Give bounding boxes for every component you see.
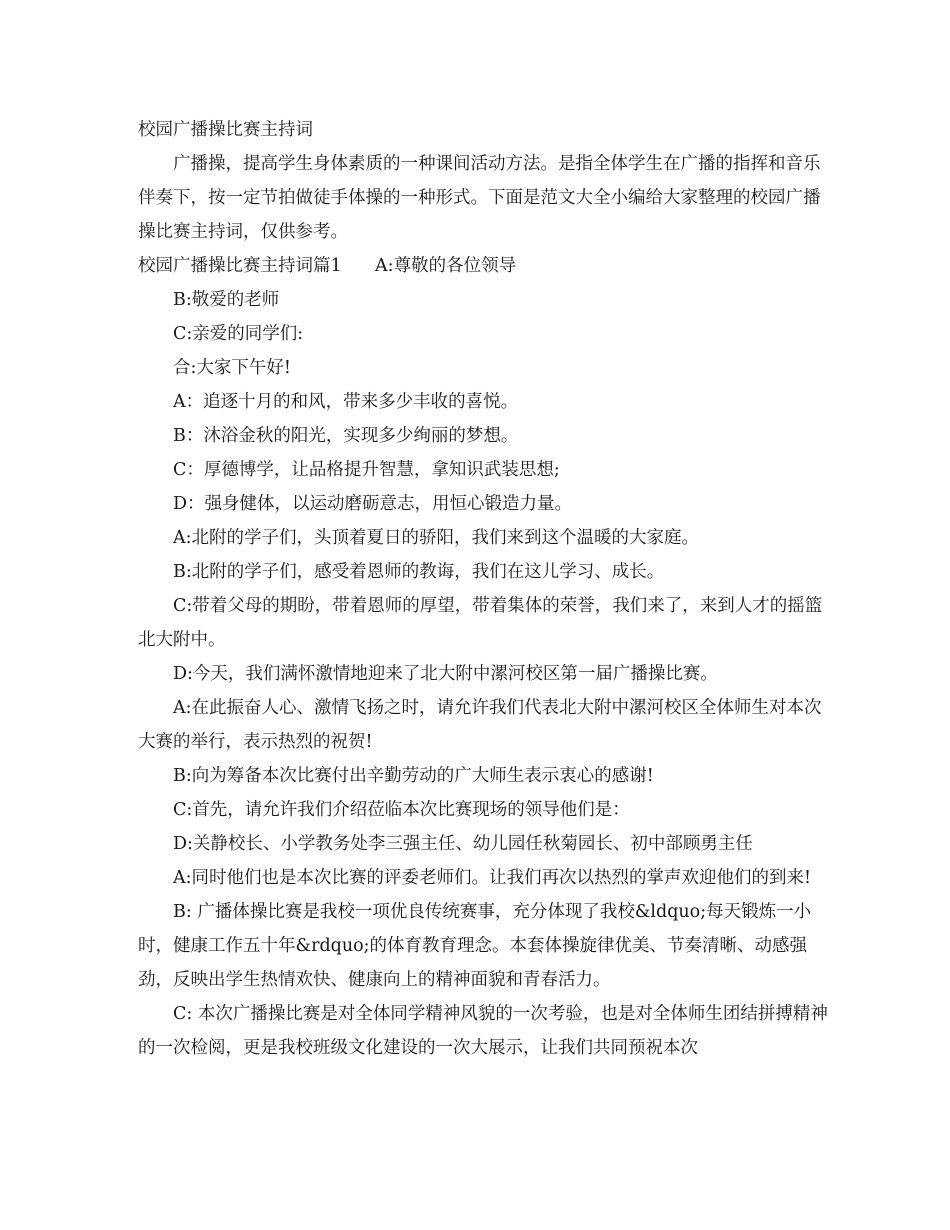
document-body xyxy=(138,117,828,1065)
section-heading: 校园广播操比赛主持词篇1 xyxy=(138,256,342,276)
dialogue-line: A:同时他们也是本次比赛的评委老师们。让我们再次以热烈的掌声欢迎他们的到来! xyxy=(173,868,812,888)
dialogue-line: B:向为筹备本次比赛付出辛勤劳动的广大师生表示衷心的感谢! xyxy=(173,766,654,786)
dialogue-line: C：厚德博学，让品格提升智慧，拿知识武装思想; xyxy=(173,460,560,480)
dialogue-line: C: 本次广播操比赛是对全体同学精神风貌的一次考验，也是对全体师生团结拼搏精神的一次检阅，更是我校班级文化建设的一次大展示，让我们共同预祝本次 xyxy=(138,1004,828,1058)
dialogue-line: B:北附的学子们，感受着恩师的教诲，我们在这儿学习、成长。 xyxy=(173,562,665,582)
dialogue-line: C:首先，请允许我们介绍莅临本次比赛现场的领导他们是： xyxy=(173,800,630,820)
dialogue-line: B：沐浴金秋的阳光，实现多少绚丽的梦想。 xyxy=(173,426,519,446)
dialogue-line: C:亲爱的同学们: xyxy=(173,324,304,344)
intro-paragraph: 广播操，提高学生身体素质的一种课间活动方法。是指全体学生在广播的指挥和音乐伴奏下，按一定节拍做徒手体操的一种形式。下面是范文大全小编给大家整理的校园广播操比赛主持词，仅供参考。 xyxy=(138,154,821,242)
dialogue-line: D：强身健体，以运动磨砺意志，用恒心锻造力量。 xyxy=(173,494,573,514)
document-title: 校园广播操比赛主持词 xyxy=(138,120,313,140)
dialogue-line: A：追逐十月的和风，带来多少丰收的喜悦。 xyxy=(173,392,519,412)
dialogue-line: B:敬爱的老师 xyxy=(173,290,280,310)
dialogue-line: 合:大家下午好! xyxy=(173,358,291,378)
dialogue-line: A:北附的学子们，头顶着夏日的骄阳，我们来到这个温暖的大家庭。 xyxy=(173,528,700,548)
dialogue-line: C:带着父母的期盼，带着恩师的厚望，带着集体的荣誉，我们来了，来到人才的摇篮北大附中。 xyxy=(138,596,823,650)
dialogue-line: D:今天，我们满怀激情地迎来了北大附中漯河校区第一届广播操比赛。 xyxy=(173,664,718,684)
dialogue-line: B: 广播体操比赛是我校一项优良传统赛事，充分体现了我校&ldquo;每天锻炼一小时，健康工作五十年&rdquo;的体育教育理念。本套体操旋律优美、节奏清晰、动感强劲，反映出学生热情欢快、健康向上的精神面貌和青春活力。 xyxy=(138,902,812,990)
section-heading-line xyxy=(138,249,828,283)
dialogue-line: D:关静校长、小学教务处李三强主任、幼儿园任秋菊园长、初中部顾勇主任 xyxy=(173,834,753,854)
section-first-line: A:尊敬的各位领导 xyxy=(375,256,517,276)
dialogue-line: A:在此振奋人心、激情飞扬之时，请允许我们代表北大附中漯河校区全体师生对本次大赛的举行，表示热烈的祝贺! xyxy=(138,698,822,752)
